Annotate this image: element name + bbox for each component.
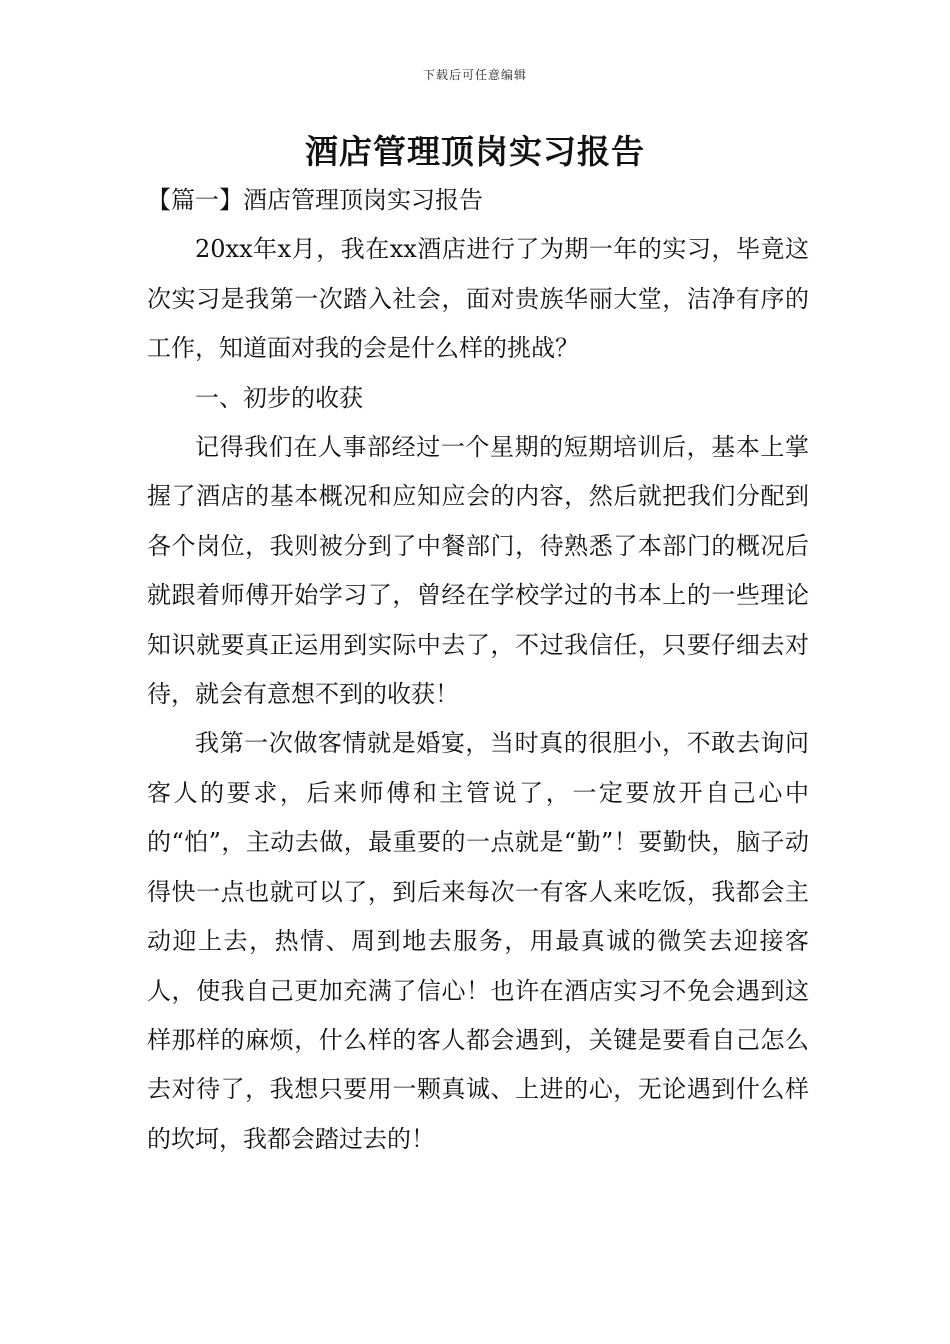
paragraph-training: 记得我们在人事部经过一个星期的短期培训后，基本上掌握了酒店的基本概况和应知应会的内容，然后就把我们分配到各个岗位，我则被分到了中餐部门，待熟悉了本部门的概况后就跟着师傅开始学习了，曾经在学校学过的书本上的一些理论知识就要真正运用到实际中去了，不过我信任，只要仔细去对待，就会有意想不到的收获！ <box>147 433 809 709</box>
subheading-initial-gains: 一、初步的收获 <box>195 383 363 412</box>
document-body <box>147 176 809 1164</box>
paragraph-intro: 20xx年x月，我在xx酒店进行了为期一年的实习，毕竟这次实习是我第一次踏入社会，面对贵族华丽大堂，洁净有序的工作，知道面对我的会是什么样的挑战？ <box>147 235 809 363</box>
paragraph-wedding-banquet: 我第一次做客情就是婚宴，当时真的很胆小，不敢去询问客人的要求，后来师傅和主管说了，一定要放开自己心中的“怕”，主动去做，最重要的一点就是“勤”！要勤快，脑子动得快一点也就可以了，到后来每次一有客人来吃饭，我都会主动迎上去，热情、周到地去服务，用最真诚的微笑去迎接客人，使我自己更加充满了信心！也许在酒店实习不免会遇到这样那样的麻烦，什么样的客人都会遇到，关键是要看自己怎么去对待了，我想只要用一颗真诚、上进的心，无论遇到什么样的坎坷，我都会踏过去的！ <box>147 729 809 1153</box>
section-heading: 【篇一】酒店管理顶岗实习报告 <box>147 186 483 214</box>
document-title: 酒店管理顶岗实习报告 <box>305 132 645 171</box>
header-note: 下载后可任意编辑 <box>422 68 527 82</box>
